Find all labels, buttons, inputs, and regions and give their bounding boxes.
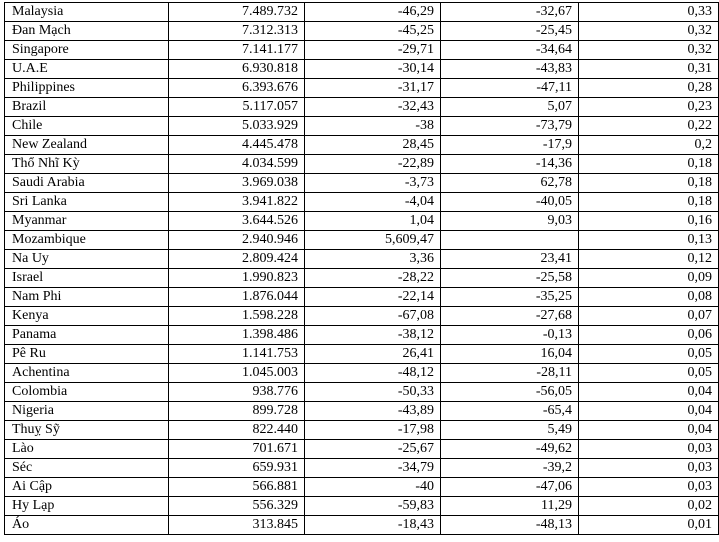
change-cell-1: 26,41 <box>305 345 441 364</box>
share-cell: 0,12 <box>579 250 719 269</box>
change-cell-2: -56,05 <box>441 383 579 402</box>
share-cell: 0,04 <box>579 383 719 402</box>
share-cell: 0,01 <box>579 516 719 535</box>
country-cell: Áo <box>5 516 169 535</box>
share-cell: 0,16 <box>579 212 719 231</box>
country-cell: Nigeria <box>5 402 169 421</box>
table-row <box>5 421 719 440</box>
change-cell-1: -29,71 <box>305 41 441 60</box>
value-cell: 938.776 <box>169 383 305 402</box>
country-cell: Thuỵ Sỹ <box>5 421 169 440</box>
change-cell-1: -17,98 <box>305 421 441 440</box>
change-cell-1: -3,73 <box>305 174 441 193</box>
country-cell: Malaysia <box>5 3 169 22</box>
country-cell: Saudi Arabia <box>5 174 169 193</box>
change-cell-1: 28,45 <box>305 136 441 155</box>
table-row <box>5 193 719 212</box>
table-row <box>5 212 719 231</box>
share-cell: 0,09 <box>579 269 719 288</box>
share-cell: 0,04 <box>579 421 719 440</box>
change-cell-1: 5,609,47 <box>305 231 441 250</box>
table-row <box>5 459 719 478</box>
country-cell: U.A.E <box>5 60 169 79</box>
table-row <box>5 3 719 22</box>
table-row <box>5 155 719 174</box>
country-cell: Thổ Nhĩ Kỳ <box>5 155 169 174</box>
country-cell: Na Uy <box>5 250 169 269</box>
change-cell-1: -43,89 <box>305 402 441 421</box>
change-cell-2: -0,13 <box>441 326 579 345</box>
share-cell: 0,18 <box>579 155 719 174</box>
change-cell-1: -59,83 <box>305 497 441 516</box>
change-cell-2: -65,4 <box>441 402 579 421</box>
change-cell-2: -14,36 <box>441 155 579 174</box>
table-row <box>5 364 719 383</box>
share-cell: 0,32 <box>579 41 719 60</box>
change-cell-1: -25,67 <box>305 440 441 459</box>
table-row <box>5 98 719 117</box>
share-cell: 0,2 <box>579 136 719 155</box>
change-cell-2: -47,06 <box>441 478 579 497</box>
share-cell: 0,06 <box>579 326 719 345</box>
country-cell: Nam Phi <box>5 288 169 307</box>
share-cell: 0,04 <box>579 402 719 421</box>
country-cell: Achentina <box>5 364 169 383</box>
table-row <box>5 478 719 497</box>
share-cell: 0,07 <box>579 307 719 326</box>
country-cell: Ai Cập <box>5 478 169 497</box>
change-cell-1: -46,29 <box>305 3 441 22</box>
value-cell: 2.940.946 <box>169 231 305 250</box>
value-cell: 5.033.929 <box>169 117 305 136</box>
table-row <box>5 345 719 364</box>
table-row <box>5 326 719 345</box>
change-cell-1: -32,43 <box>305 98 441 117</box>
change-cell-2: 5,07 <box>441 98 579 117</box>
share-cell: 0,31 <box>579 60 719 79</box>
country-cell: Colombia <box>5 383 169 402</box>
table-row <box>5 231 719 250</box>
change-cell-2: -27,68 <box>441 307 579 326</box>
change-cell-2: 62,78 <box>441 174 579 193</box>
change-cell-1: -45,25 <box>305 22 441 41</box>
table-row <box>5 288 719 307</box>
value-cell: 701.671 <box>169 440 305 459</box>
data-table <box>4 2 719 535</box>
change-cell-2: 9,03 <box>441 212 579 231</box>
change-cell-2: -34,64 <box>441 41 579 60</box>
table-row <box>5 440 719 459</box>
value-cell: 1.598.228 <box>169 307 305 326</box>
bottom-margin <box>0 537 641 542</box>
value-cell: 7.312.313 <box>169 22 305 41</box>
change-cell-2: -39,2 <box>441 459 579 478</box>
change-cell-1: 1,04 <box>305 212 441 231</box>
change-cell-2: 23,41 <box>441 250 579 269</box>
country-cell: Mozambique <box>5 231 169 250</box>
country-cell: Singapore <box>5 41 169 60</box>
change-cell-1: -22,14 <box>305 288 441 307</box>
table-row <box>5 79 719 98</box>
table-row <box>5 41 719 60</box>
share-cell: 0,03 <box>579 440 719 459</box>
share-cell: 0,08 <box>579 288 719 307</box>
country-cell: Lào <box>5 440 169 459</box>
value-cell: 899.728 <box>169 402 305 421</box>
table-row <box>5 174 719 193</box>
country-cell: Israel <box>5 269 169 288</box>
share-cell: 0,03 <box>579 459 719 478</box>
table-row <box>5 22 719 41</box>
change-cell-1: -31,17 <box>305 79 441 98</box>
value-cell: 5.117.057 <box>169 98 305 117</box>
value-cell: 3.644.526 <box>169 212 305 231</box>
share-cell: 0,18 <box>579 193 719 212</box>
value-cell: 313.845 <box>169 516 305 535</box>
table-row <box>5 60 719 79</box>
change-cell-2: -43,83 <box>441 60 579 79</box>
change-cell-1: -48,12 <box>305 364 441 383</box>
table-body <box>5 3 719 535</box>
table-row <box>5 383 719 402</box>
change-cell-2: -40,05 <box>441 193 579 212</box>
country-cell: Hy Lạp <box>5 497 169 516</box>
share-cell: 0,28 <box>579 79 719 98</box>
share-cell: 0,02 <box>579 497 719 516</box>
change-cell-2: -28,11 <box>441 364 579 383</box>
change-cell-1: -38 <box>305 117 441 136</box>
change-cell-1: -4,04 <box>305 193 441 212</box>
change-cell-1: -40 <box>305 478 441 497</box>
table-row <box>5 269 719 288</box>
country-cell: Philippines <box>5 79 169 98</box>
value-cell: 1.876.044 <box>169 288 305 307</box>
value-cell: 659.931 <box>169 459 305 478</box>
share-cell: 0,23 <box>579 98 719 117</box>
change-cell-2: -49,62 <box>441 440 579 459</box>
change-cell-2: -32,67 <box>441 3 579 22</box>
value-cell: 556.329 <box>169 497 305 516</box>
value-cell: 7.141.177 <box>169 41 305 60</box>
table-row <box>5 307 719 326</box>
country-cell: Panama <box>5 326 169 345</box>
value-cell: 6.393.676 <box>169 79 305 98</box>
change-cell-1: -34,79 <box>305 459 441 478</box>
value-cell: 566.881 <box>169 478 305 497</box>
change-cell-2: -73,79 <box>441 117 579 136</box>
country-cell: Chile <box>5 117 169 136</box>
change-cell-1: 3,36 <box>305 250 441 269</box>
share-cell: 0,32 <box>579 22 719 41</box>
table-row <box>5 117 719 136</box>
change-cell-1: -50,33 <box>305 383 441 402</box>
change-cell-1: -30,14 <box>305 60 441 79</box>
change-cell-2: -47,11 <box>441 79 579 98</box>
country-cell: Brazil <box>5 98 169 117</box>
country-cell: Pê Ru <box>5 345 169 364</box>
table-row <box>5 497 719 516</box>
change-cell-2: 16,04 <box>441 345 579 364</box>
change-cell-1: -38,12 <box>305 326 441 345</box>
country-cell: Đan Mạch <box>5 22 169 41</box>
change-cell-2: -35,25 <box>441 288 579 307</box>
change-cell-2: 11,29 <box>441 497 579 516</box>
change-cell-2: -17,9 <box>441 136 579 155</box>
value-cell: 3.969.038 <box>169 174 305 193</box>
value-cell: 1.990.823 <box>169 269 305 288</box>
share-cell: 0,03 <box>579 478 719 497</box>
country-cell: Myanmar <box>5 212 169 231</box>
value-cell: 1.141.753 <box>169 345 305 364</box>
change-cell-1: -67,08 <box>305 307 441 326</box>
change-cell-2: -48,13 <box>441 516 579 535</box>
change-cell-2: -25,45 <box>441 22 579 41</box>
share-cell: 0,18 <box>579 174 719 193</box>
value-cell: 2.809.424 <box>169 250 305 269</box>
country-cell: New Zealand <box>5 136 169 155</box>
value-cell: 1.398.486 <box>169 326 305 345</box>
country-cell: Sri Lanka <box>5 193 169 212</box>
table-row <box>5 250 719 269</box>
value-cell: 4.034.599 <box>169 155 305 174</box>
share-cell: 0,22 <box>579 117 719 136</box>
value-cell: 3.941.822 <box>169 193 305 212</box>
share-cell: 0,05 <box>579 345 719 364</box>
table-row <box>5 136 719 155</box>
value-cell: 4.445.478 <box>169 136 305 155</box>
value-cell: 6.930.818 <box>169 60 305 79</box>
value-cell: 822.440 <box>169 421 305 440</box>
table-row <box>5 402 719 421</box>
value-cell: 7.489.732 <box>169 3 305 22</box>
share-cell: 0,05 <box>579 364 719 383</box>
share-cell: 0,33 <box>579 3 719 22</box>
change-cell-2 <box>441 231 579 250</box>
table-row <box>5 516 719 535</box>
change-cell-2: 5,49 <box>441 421 579 440</box>
share-cell: 0,13 <box>579 231 719 250</box>
change-cell-1: -22,89 <box>305 155 441 174</box>
change-cell-2: -25,58 <box>441 269 579 288</box>
change-cell-1: -28,22 <box>305 269 441 288</box>
change-cell-1: -18,43 <box>305 516 441 535</box>
country-cell: Séc <box>5 459 169 478</box>
value-cell: 1.045.003 <box>169 364 305 383</box>
country-cell: Kenya <box>5 307 169 326</box>
